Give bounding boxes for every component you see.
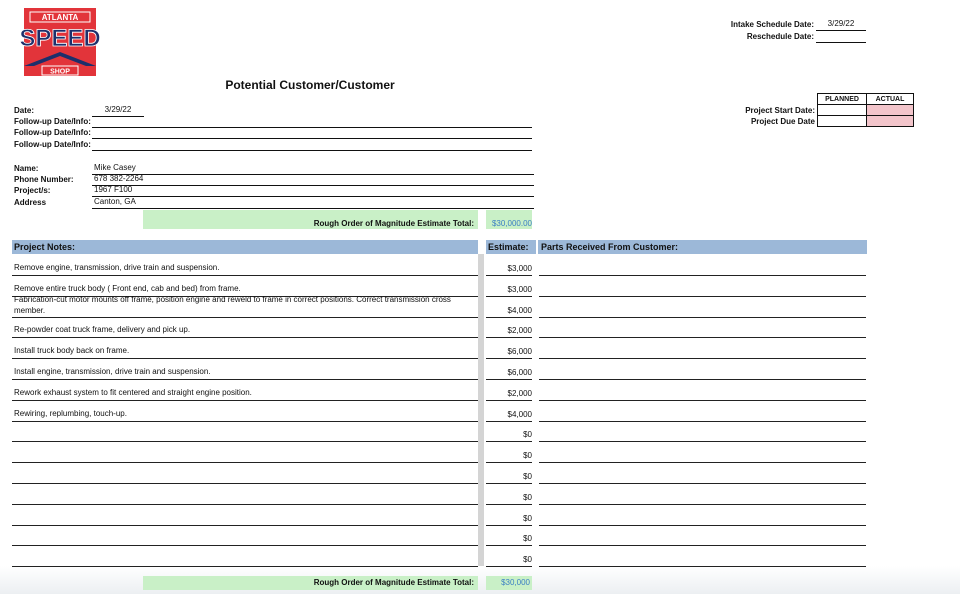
parts-received-line[interactable]	[539, 317, 866, 318]
parts-received-line[interactable]	[539, 275, 866, 276]
parts-received-line[interactable]	[539, 566, 866, 567]
project-note-text: Remove entire truck body ( Front end, cab and bed) from frame.	[14, 283, 241, 293]
estimate-value: $0	[523, 555, 532, 565]
estimate-line[interactable]	[486, 296, 532, 297]
reschedule-date-label: Reschedule Date:	[746, 32, 814, 41]
estimate-value: $3,000	[507, 284, 532, 294]
estimate-total-top-label: Rough Order of Magnitude Estimate Total:	[313, 219, 474, 228]
project-note-line[interactable]	[12, 462, 478, 463]
estimate-value: $2,000	[507, 388, 532, 398]
followup-label-2: Follow-up Date/Info:	[14, 128, 91, 137]
address-value[interactable]: Canton, GA	[92, 197, 534, 209]
project-note-line[interactable]	[12, 421, 478, 422]
parts-received-line[interactable]	[539, 296, 866, 297]
intake-date-value[interactable]: 3/29/22	[816, 19, 866, 31]
parts-received-line[interactable]	[539, 525, 866, 526]
estimate-line[interactable]	[486, 379, 532, 380]
schedule-table	[737, 93, 914, 127]
estimate-value: $0	[523, 451, 532, 461]
project-notes-header: Project Notes:	[12, 240, 478, 254]
estimate-line[interactable]	[486, 337, 532, 338]
project-note-text: Rewiring, replumbing, touch-up.	[14, 408, 127, 418]
parts-received-line[interactable]	[539, 337, 866, 338]
estimate-line[interactable]	[486, 358, 532, 359]
estimate-header: Estimate:	[486, 240, 536, 254]
project-note-line[interactable]	[12, 566, 478, 567]
estimate-line[interactable]	[486, 525, 532, 526]
estimate-line[interactable]	[486, 421, 532, 422]
actual-start-cell[interactable]	[867, 105, 914, 116]
parts-received-line[interactable]	[539, 358, 866, 359]
project-note-line[interactable]	[12, 358, 478, 359]
followup-field-2[interactable]	[92, 127, 532, 139]
estimate-line[interactable]	[486, 317, 532, 318]
name-value[interactable]: Mike Casey	[92, 163, 534, 175]
intake-date-label: Intake Schedule Date:	[730, 20, 814, 29]
atlanta-speed-shop-logo	[12, 8, 108, 76]
project-note-line[interactable]	[12, 379, 478, 380]
estimate-line[interactable]	[486, 566, 532, 567]
project-note-line[interactable]	[12, 275, 478, 276]
project-note-text: Re-powder coat truck frame, delivery and pick up.	[14, 325, 191, 335]
phone-label: Phone Number:	[14, 175, 74, 184]
estimate-total-bottom-value: $30,000	[501, 578, 530, 587]
estimate-value: $3,000	[507, 264, 532, 273]
reschedule-date-value[interactable]	[816, 31, 866, 43]
estimate-value: $6,000	[507, 347, 532, 357]
project-note-text: Install engine, transmission, drive train and suspension.	[14, 367, 211, 376]
actual-header: ACTUAL	[867, 94, 914, 105]
logo-bottom-text: SHOP	[50, 68, 70, 76]
project-note-line[interactable]	[12, 317, 478, 318]
estimate-value: $4,000	[507, 305, 532, 315]
project-note-text-continued: member.	[14, 305, 46, 315]
project-note-line[interactable]	[12, 545, 478, 546]
estimate-line[interactable]	[486, 275, 532, 276]
phone-value[interactable]: 678 382-2264	[92, 174, 534, 186]
project-start-label: Project Start Date:	[745, 105, 815, 115]
column-separator	[478, 254, 484, 566]
actual-due-cell[interactable]	[867, 116, 914, 127]
estimate-line[interactable]	[486, 545, 532, 546]
logo-top-text: ATLANTA	[41, 13, 79, 22]
estimate-value: $6,000	[507, 368, 532, 377]
project-note-line[interactable]	[12, 441, 478, 442]
planned-due-cell[interactable]	[818, 116, 867, 127]
parts-received-line[interactable]	[539, 441, 866, 442]
followup-label-3: Follow-up Date/Info:	[14, 140, 91, 149]
project-note-line[interactable]	[12, 525, 478, 526]
estimate-value: $0	[523, 472, 532, 481]
estimate-value: $0	[523, 513, 532, 523]
estimate-value: $4,000	[507, 409, 532, 419]
project-note-line[interactable]	[12, 337, 478, 338]
estimate-line[interactable]	[486, 504, 532, 505]
parts-received-line[interactable]	[539, 462, 866, 463]
estimate-line[interactable]	[486, 400, 532, 401]
estimate-total-bottom-label: Rough Order of Magnitude Estimate Total:	[313, 578, 474, 587]
planned-start-cell[interactable]	[818, 105, 867, 116]
project-note-text: Install truck body back on frame.	[14, 346, 130, 356]
estimate-line[interactable]	[486, 462, 532, 463]
estimate-line[interactable]	[486, 441, 532, 442]
parts-received-line[interactable]	[539, 400, 866, 401]
project-note-text: Rework exhaust system to fit centered and straight engine position.	[14, 387, 252, 397]
date-label: Date:	[14, 106, 35, 115]
planned-header: PLANNED	[818, 94, 867, 105]
project-label: Project/s:	[14, 186, 51, 195]
followup-field-3[interactable]	[92, 139, 532, 151]
project-note-line[interactable]	[12, 483, 478, 484]
estimate-line[interactable]	[486, 483, 532, 484]
parts-received-line[interactable]	[539, 483, 866, 484]
followup-label-1: Follow-up Date/Info:	[14, 117, 91, 126]
project-note-text: Remove engine, transmission, drive train and suspension.	[14, 263, 220, 272]
parts-received-line[interactable]	[539, 421, 866, 422]
estimate-total-top-value: $30,000.00	[491, 219, 532, 228]
project-value[interactable]: 1967 F100	[92, 185, 534, 197]
estimate-value: $2,000	[507, 326, 532, 336]
parts-received-line[interactable]	[539, 504, 866, 505]
project-note-line[interactable]	[12, 504, 478, 505]
project-note-line[interactable]	[12, 400, 478, 401]
parts-received-line[interactable]	[539, 545, 866, 546]
estimate-value: $0	[523, 492, 532, 502]
logo-main-text: SPEED	[19, 25, 101, 52]
estimate-value: $0	[523, 430, 532, 440]
project-note-text: Fabrication-cut motor mounts off frame, position engine and reweld to frame in correct positions. Correct transmission cross	[14, 294, 451, 304]
address-label: Address	[14, 198, 47, 207]
project-due-label: Project Due Date	[750, 116, 815, 126]
parts-received-line[interactable]	[539, 379, 866, 380]
date-value[interactable]: 3/29/22	[92, 105, 144, 117]
parts-received-header: Parts Received From Customer:	[538, 240, 867, 254]
page-title: Potential Customer/Customer	[225, 78, 395, 92]
estimate-value: $0	[523, 534, 532, 544]
name-label: Name:	[14, 164, 39, 173]
